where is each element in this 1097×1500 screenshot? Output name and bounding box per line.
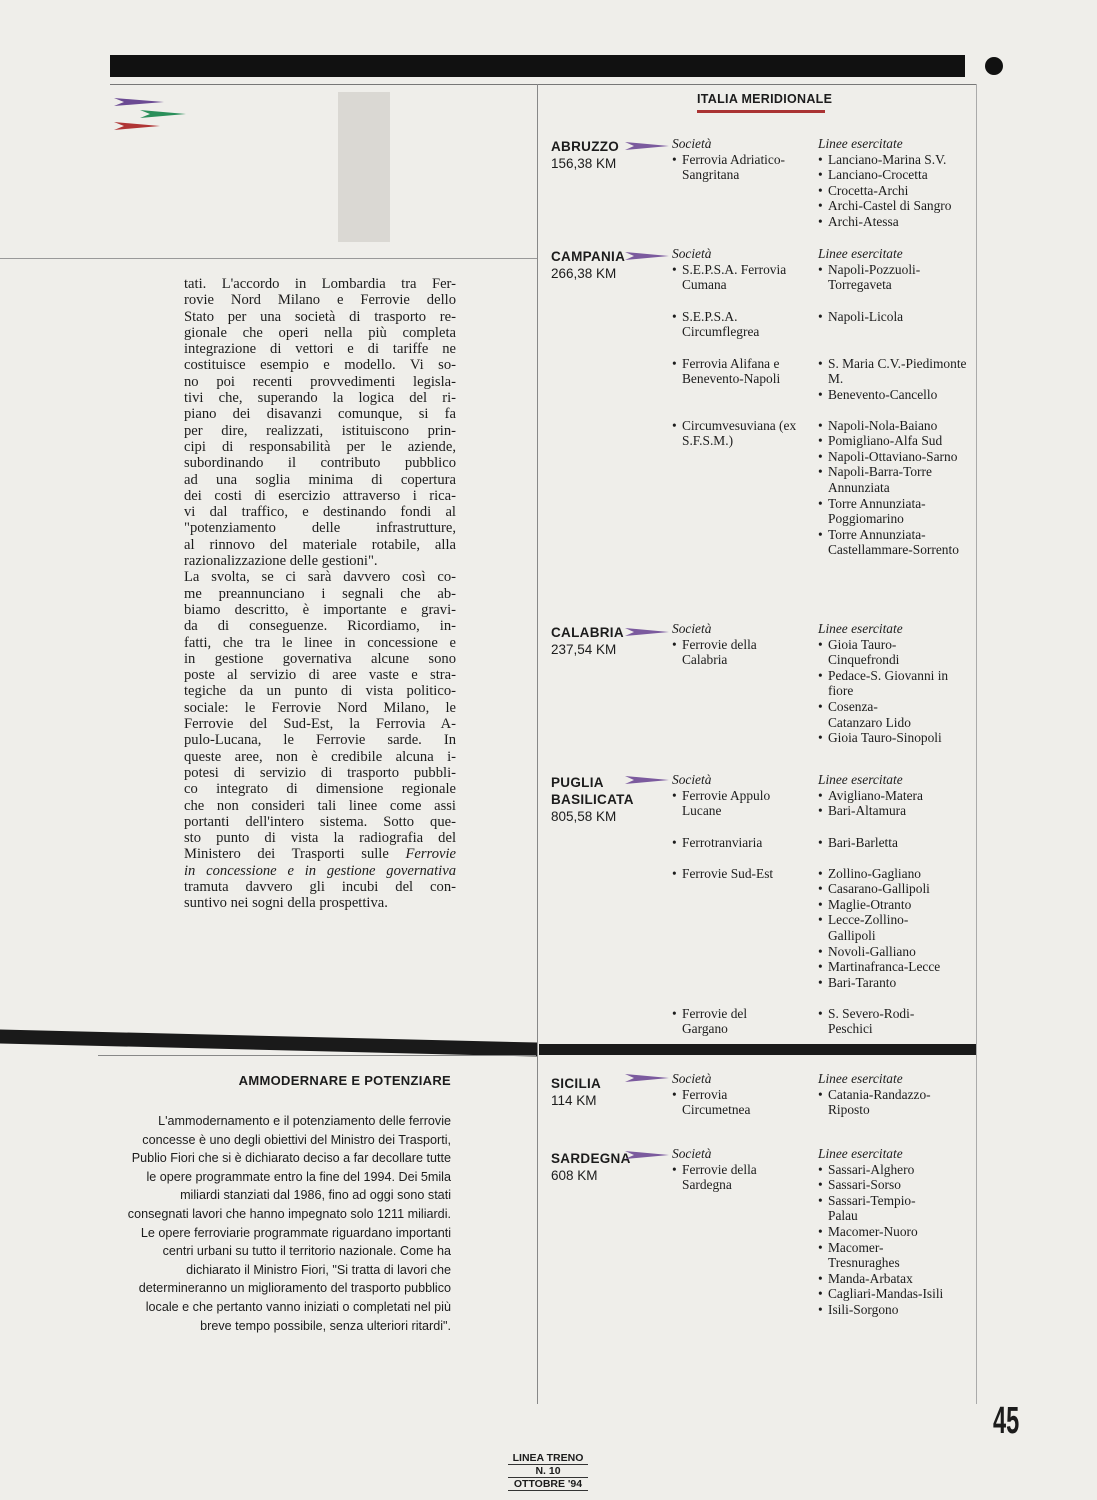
column-rule: [537, 84, 538, 1404]
article-line: potesi di servizio di trasporto pubbli-: [184, 764, 456, 781]
region-name: ABRUZZO: [551, 139, 620, 154]
bleed-through-shape: [338, 92, 390, 242]
linea-item: • S. Maria C.V.-Piedimonte M.: [818, 356, 968, 387]
article-line: tramuta davvero gli incubi del con-: [184, 878, 456, 895]
article-line: subordinando il contributo pubblico: [184, 455, 456, 472]
linea-item: • Archi-Atessa: [818, 214, 951, 230]
article-line: vi dal traffico, e destinando fondi al: [184, 504, 456, 521]
societa-item: • Circumvesuviana (ex S.F.S.M.): [672, 418, 812, 449]
article-line: Ferrovie del Sud-Est, la Ferrovia A-: [184, 716, 456, 733]
societa-header: Società: [672, 136, 712, 151]
article-line: no poi recenti provvedimenti legisla-: [184, 373, 456, 390]
societa-item: • Ferrovia Adriatico-Sangritana: [672, 152, 822, 183]
article-line: gionale che operi nella più completa: [184, 324, 456, 341]
top-black-bar: [110, 55, 965, 77]
linea-item: • Martinafranca-Lecce: [818, 959, 968, 975]
box-title: AMMODERNARE E POTENZIARE: [238, 1073, 451, 1088]
footer-date: OTTOBRE '94: [508, 1478, 588, 1491]
region-arrow-icon: [625, 141, 669, 151]
linea-item: • Napoli-Licola: [818, 309, 968, 325]
region-sicilia: [551, 1075, 601, 1109]
linea-item: • Lecce-Zollino-Gallipoli: [818, 912, 928, 943]
linea-item: • Zollino-Gagliano: [818, 866, 968, 882]
article-line: sto punto di vista la radiografia del: [184, 830, 456, 847]
societa-item: • S.E.P.S.A. Circumflegrea: [672, 309, 812, 356]
linea-item: • Napoli-Ottaviano-Sarno: [818, 449, 968, 465]
linee-column: [818, 1071, 968, 1118]
sidebar-box: [98, 1055, 536, 1356]
linee-column: [818, 621, 968, 746]
region-name-2: BASILICATA: [551, 792, 634, 807]
linea-item: • Napoli-Nola-Baiano: [818, 418, 968, 434]
article-line: in concessione e in gestione governativa: [184, 862, 456, 879]
linea-item: • Sassari-Sorso: [818, 1177, 968, 1193]
region-name: CALABRIA: [551, 625, 624, 640]
region-name: PUGLIA: [551, 775, 604, 790]
linea-item: • Avigliano-Matera: [818, 788, 968, 804]
top-dot: [985, 57, 1003, 75]
article-line: piano dei disavanzi comunque, si fa: [184, 406, 456, 423]
linea-item: • Cagliari-Mandas-Isili: [818, 1286, 968, 1302]
article-line: al rinnovo del materiale rotabile, alla: [184, 536, 456, 553]
linee-column: [818, 1146, 968, 1318]
article-line: portanti dell'intero sistema. Sotto que-: [184, 813, 456, 830]
footer-magazine: LINEA TRENO: [508, 1452, 588, 1465]
societa-header: Società: [672, 246, 712, 261]
societa-item: • S.E.P.S.A. Ferrovia Cumana: [672, 262, 812, 309]
article-line: rovie Nord Milano e Ferrovie dello: [184, 292, 456, 309]
linea-item: • Napoli-Barra-Torre Annunziata: [818, 464, 968, 495]
societa-column: [672, 772, 792, 1037]
linea-item: • Pomigliano-Alfa Sud: [818, 433, 968, 449]
article-line: tegiche da un punto di vista politico-: [184, 683, 456, 700]
linea-item: • Crocetta-Archi: [818, 183, 951, 199]
article-line: La svolta, se ci sarà davvero così co-: [184, 569, 456, 586]
linea-item: • Macomer-Tresnuraghes: [818, 1240, 928, 1271]
article-line: da di conseguenze. Ricordiamo, in-: [184, 618, 456, 635]
box-divider-bar: [0, 1029, 537, 1056]
societa-item: • Ferrovie della Sardegna: [672, 1162, 772, 1193]
linee-column: [818, 136, 951, 230]
region-arrow-icon: [625, 775, 669, 785]
region-arrow-icon: [625, 627, 669, 637]
article-line: fatti, che tra le linee in concessione e: [184, 634, 456, 651]
article-line: cipi di responsabilità per le aziende,: [184, 438, 456, 455]
linee-header: Linee esercitate: [818, 1146, 903, 1161]
region-arrow-icon: [625, 251, 669, 261]
linea-item: • Gioia Tauro-Sinopoli: [818, 730, 968, 746]
article-line: razionalizzazione delle gestioni".: [184, 553, 378, 570]
article-line: me preannunciano i segnali che ab-: [184, 585, 456, 602]
footer: [508, 1452, 588, 1491]
top-rule: [110, 84, 977, 85]
article-line: costituisce esempio e modello. Vi so-: [184, 357, 456, 374]
region-km: 608 KM: [551, 1168, 598, 1183]
linea-item: • Sassari-Alghero: [818, 1162, 968, 1178]
region-puglia-basilicata: [551, 774, 634, 825]
societa-column: [672, 1071, 772, 1118]
linea-item: • Isili-Sorgono: [818, 1302, 968, 1318]
article-line: dei costi di esercizio attraverso i rica-: [184, 487, 456, 504]
region-km: 156,38 KM: [551, 156, 617, 171]
linee-column: [818, 772, 968, 1037]
region-km: 266,38 KM: [551, 266, 617, 281]
linee-header: Linee esercitate: [818, 621, 903, 636]
linea-item: • Macomer-Nuoro: [818, 1224, 968, 1240]
article-line: tati. L'accordo in Lombardia tra Fer-: [184, 276, 456, 292]
right-rule: [976, 84, 977, 1404]
linea-item: • Benevento-Cancello: [818, 387, 968, 403]
linea-item: • Pedace-S. Giovanni in fiore: [818, 668, 968, 699]
linea-item: • Lanciano-Marina S.V.: [818, 152, 951, 168]
section-title: ITALIA MERIDIONALE: [697, 92, 833, 106]
region-km: 237,54 KM: [551, 642, 617, 657]
region-km: 114 KM: [551, 1093, 597, 1108]
linea-item: • Manda-Arbatax: [818, 1271, 968, 1287]
societa-item: • Ferrovie del Gargano: [672, 1006, 762, 1037]
societa-column: [672, 621, 772, 668]
region-campania: [551, 248, 625, 282]
article-line: co integrato di dimensione regionale: [184, 781, 456, 798]
linea-item: • Novoli-Galliano: [818, 944, 968, 960]
article-line: pulo-Lucana, le Ferrovie sarde. In: [184, 732, 456, 749]
region-km: 805,58 KM: [551, 809, 617, 824]
region-arrow-icon: [625, 1073, 669, 1083]
societa-column: [672, 136, 822, 183]
article-line: ad una soglia minima di copertura: [184, 471, 456, 488]
linea-item: • Catania-Randazzo-Riposto: [818, 1087, 968, 1118]
linea-item: • Bari-Barletta: [818, 835, 968, 851]
region-name: CAMPANIA: [551, 249, 626, 264]
article-line: Ministero dei Trasporti sulle Ferrovie: [184, 846, 456, 863]
linea-item: • Lanciano-Crocetta: [818, 167, 951, 183]
linea-item: • Sassari-Tempio-Palau: [818, 1193, 938, 1224]
linea-item: • Napoli-Pozzuoli-Torregaveta: [818, 262, 968, 293]
linea-item: • Bari-Taranto: [818, 975, 968, 991]
region-name: SARDEGNA: [551, 1151, 631, 1166]
linee-header: Linee esercitate: [818, 136, 903, 151]
article-line: poste al servizio di aree vaste e stra-: [184, 667, 456, 684]
linee-column: [818, 246, 968, 558]
right-divider-bar: [539, 1044, 976, 1055]
linee-header: Linee esercitate: [818, 1071, 903, 1086]
article-line: Stato per una società di trasporto re-: [184, 308, 456, 325]
linea-item: • S. Severo-Rodi-Peschici: [818, 1006, 918, 1037]
societa-header: Società: [672, 621, 712, 636]
page-number: 45: [993, 1400, 1020, 1442]
societa-item: • Ferrovie della Calabria: [672, 637, 772, 668]
linea-item: • Archi-Castel di Sangro: [818, 198, 951, 214]
footer-issue: N. 10: [508, 1465, 588, 1478]
article-line: sociale: le Ferrovie Nord Milano, le: [184, 699, 456, 716]
arrow-logo-icon: [112, 92, 192, 138]
article-line: integrazione di vettori e di tariffe ne: [184, 341, 456, 358]
article-line: per dire, realizzati, istituiscono prin-: [184, 422, 456, 439]
left-rule: [0, 258, 537, 259]
region-sardegna: [551, 1150, 631, 1184]
linea-item: • Torre Annunziata-Poggiomarino: [818, 496, 968, 527]
societa-header: Società: [672, 1146, 712, 1161]
societa-header: Società: [672, 772, 712, 787]
article-line: tivi che, superando la logica del ri-: [184, 390, 456, 407]
box-text: L'ammodernamento e il potenziamento delle ferrovie concesse è uno degli obiettivi del Ministro dei Trasporti, Publio Fiori che si è dichiarato deciso a far decollare tutte le opere programmate entro la fine del 1994. Dei 5mila miliardi stanziati dal 1986, fino ad oggi sono stati consegnati lavori che hanno impegnato solo 1211 miliardi. Le opere ferroviarie programmate riguardano importanti centri urbani su tutto il territorio nazionale. Come ha dichiarato il Ministro Fiori, "Si tratta di lavori che determineranno un miglioramento del trasporto pubblico locale e che pertanto vanno iniziati o completati nel più breve tempo possibile, senza ulteriori ritardi".: [127, 1114, 451, 1333]
article-line: suntivo nei sogni della prospettiva.: [184, 895, 388, 912]
societa-item: • Ferrovie Appulo Lucane: [672, 788, 772, 835]
societa-header: Società: [672, 1071, 712, 1086]
societa-item: • Ferrotranviaria: [672, 835, 792, 866]
region-name: SICILIA: [551, 1076, 602, 1091]
societa-item: • Ferrovia Circumetnea: [672, 1087, 772, 1118]
article-body: [184, 276, 456, 912]
article-line: biamo descritto, è importante e gravi-: [184, 601, 456, 618]
linea-item: • Bari-Altamura: [818, 803, 968, 819]
region-calabria: [551, 624, 624, 658]
linea-item: • Cosenza-Catanzaro Lido: [818, 699, 928, 730]
article-line: che non consideri tali linee come assi: [184, 797, 456, 814]
societa-item: • Ferrovie Sud-Est: [672, 866, 792, 1006]
region-abruzzo: [551, 138, 619, 172]
linea-item: • Casarano-Gallipoli: [818, 881, 968, 897]
article-line: "potenziamento delle infrastrutture,: [184, 520, 456, 537]
linea-item: • Torre Annunziata-Castellammare-Sorrento: [818, 527, 968, 558]
region-arrow-icon: [625, 1150, 669, 1160]
article-line: queste aree, non è credibile alcuna i-: [184, 748, 456, 765]
societa-item: • Ferrovia Alifana e Benevento-Napoli: [672, 356, 812, 418]
linee-header: Linee esercitate: [818, 246, 903, 261]
linee-header: Linee esercitate: [818, 772, 903, 787]
linea-item: • Gioia Tauro-Cinquefrondi: [818, 637, 920, 668]
societa-column: [672, 246, 812, 449]
section-underline: [697, 110, 825, 113]
article-line: in gestione governativa alcune sono: [184, 650, 456, 667]
linea-item: • Maglie-Otranto: [818, 897, 968, 913]
societa-column: [672, 1146, 772, 1193]
